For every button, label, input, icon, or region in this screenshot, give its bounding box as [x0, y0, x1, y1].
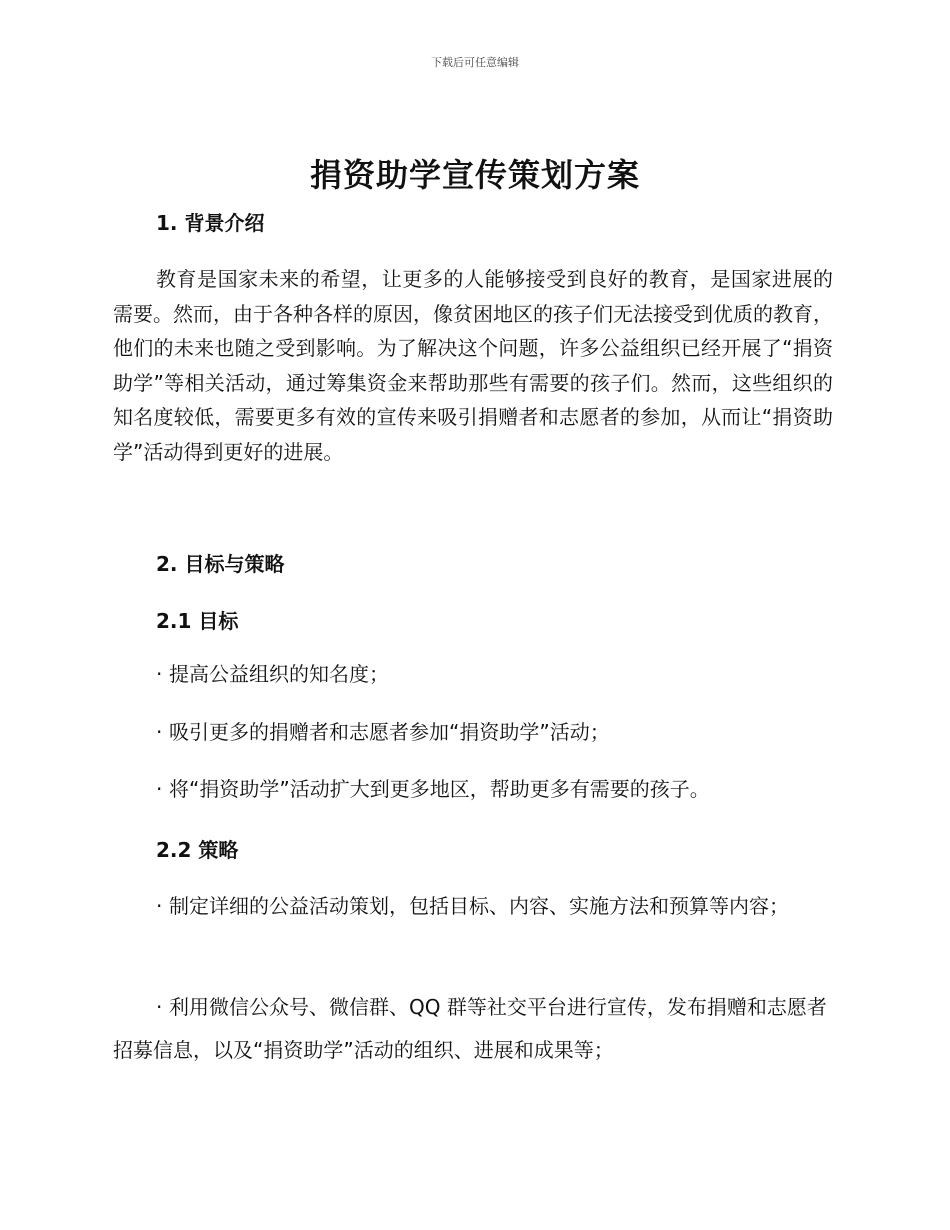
- strategy-item: [113, 885, 833, 928]
- bullet-marker: ·: [156, 720, 163, 744]
- document-title: 捐资助学宣传策划方案: [309, 156, 640, 194]
- strategy-item-text: 制定详细的公益活动策划，包括目标、内容、实施方法和预算等内容；: [169, 894, 789, 918]
- page-header-note: 下载后可任意编辑: [431, 56, 519, 69]
- bullet-marker: ·: [156, 662, 163, 686]
- goal-item-text: 将“捐资助学”活动扩大到更多地区，帮助更多有需要的孩子。: [169, 777, 710, 801]
- goal-item: [113, 711, 833, 754]
- background-paragraph: 教育是国家未来的希望，让更多的人能够接受到良好的教育，是国家进展的需要。然而，由于各种各样的原因，像贫困地区的孩子们无法接受到优质的教育，他们的未来也随之受到影响。为了解决这个问题，许多公益组织已经开展了“捐资助学”等相关活动，通过筹集资金来帮助那些有需要的孩子们。然而，这些组织的知名度较低，需要更多有效的宣传来吸引捐赠者和志愿者的参加，从而让“捐资助学”活动得到更好的进展。: [113, 267, 833, 464]
- bullet-marker: ·: [156, 777, 163, 801]
- bullet-marker: ·: [156, 995, 163, 1019]
- goal-item-text: 提高公益组织的知名度；: [169, 662, 389, 686]
- strategy-item-text: 利用微信公众号、微信群、QQ 群等社交平台进行宣传，发布捐赠和志愿者招募信息，以及“捐资助学”活动的组织、进展和成果等；: [113, 995, 827, 1062]
- bullet-marker: ·: [156, 894, 163, 918]
- subsection-heading-goals: 2.1 目标: [156, 609, 239, 633]
- strategy-item: [113, 986, 833, 1072]
- section-heading-goals-strategy: 2. 目标与策略: [156, 552, 285, 576]
- goal-item-text: 吸引更多的捐赠者和志愿者参加“捐资助学”活动；: [169, 720, 610, 744]
- section-heading-background: 1. 背景介绍: [156, 211, 265, 235]
- goal-item: [113, 653, 833, 696]
- goal-item: [113, 768, 833, 811]
- subsection-heading-strategy: 2.2 策略: [156, 838, 239, 862]
